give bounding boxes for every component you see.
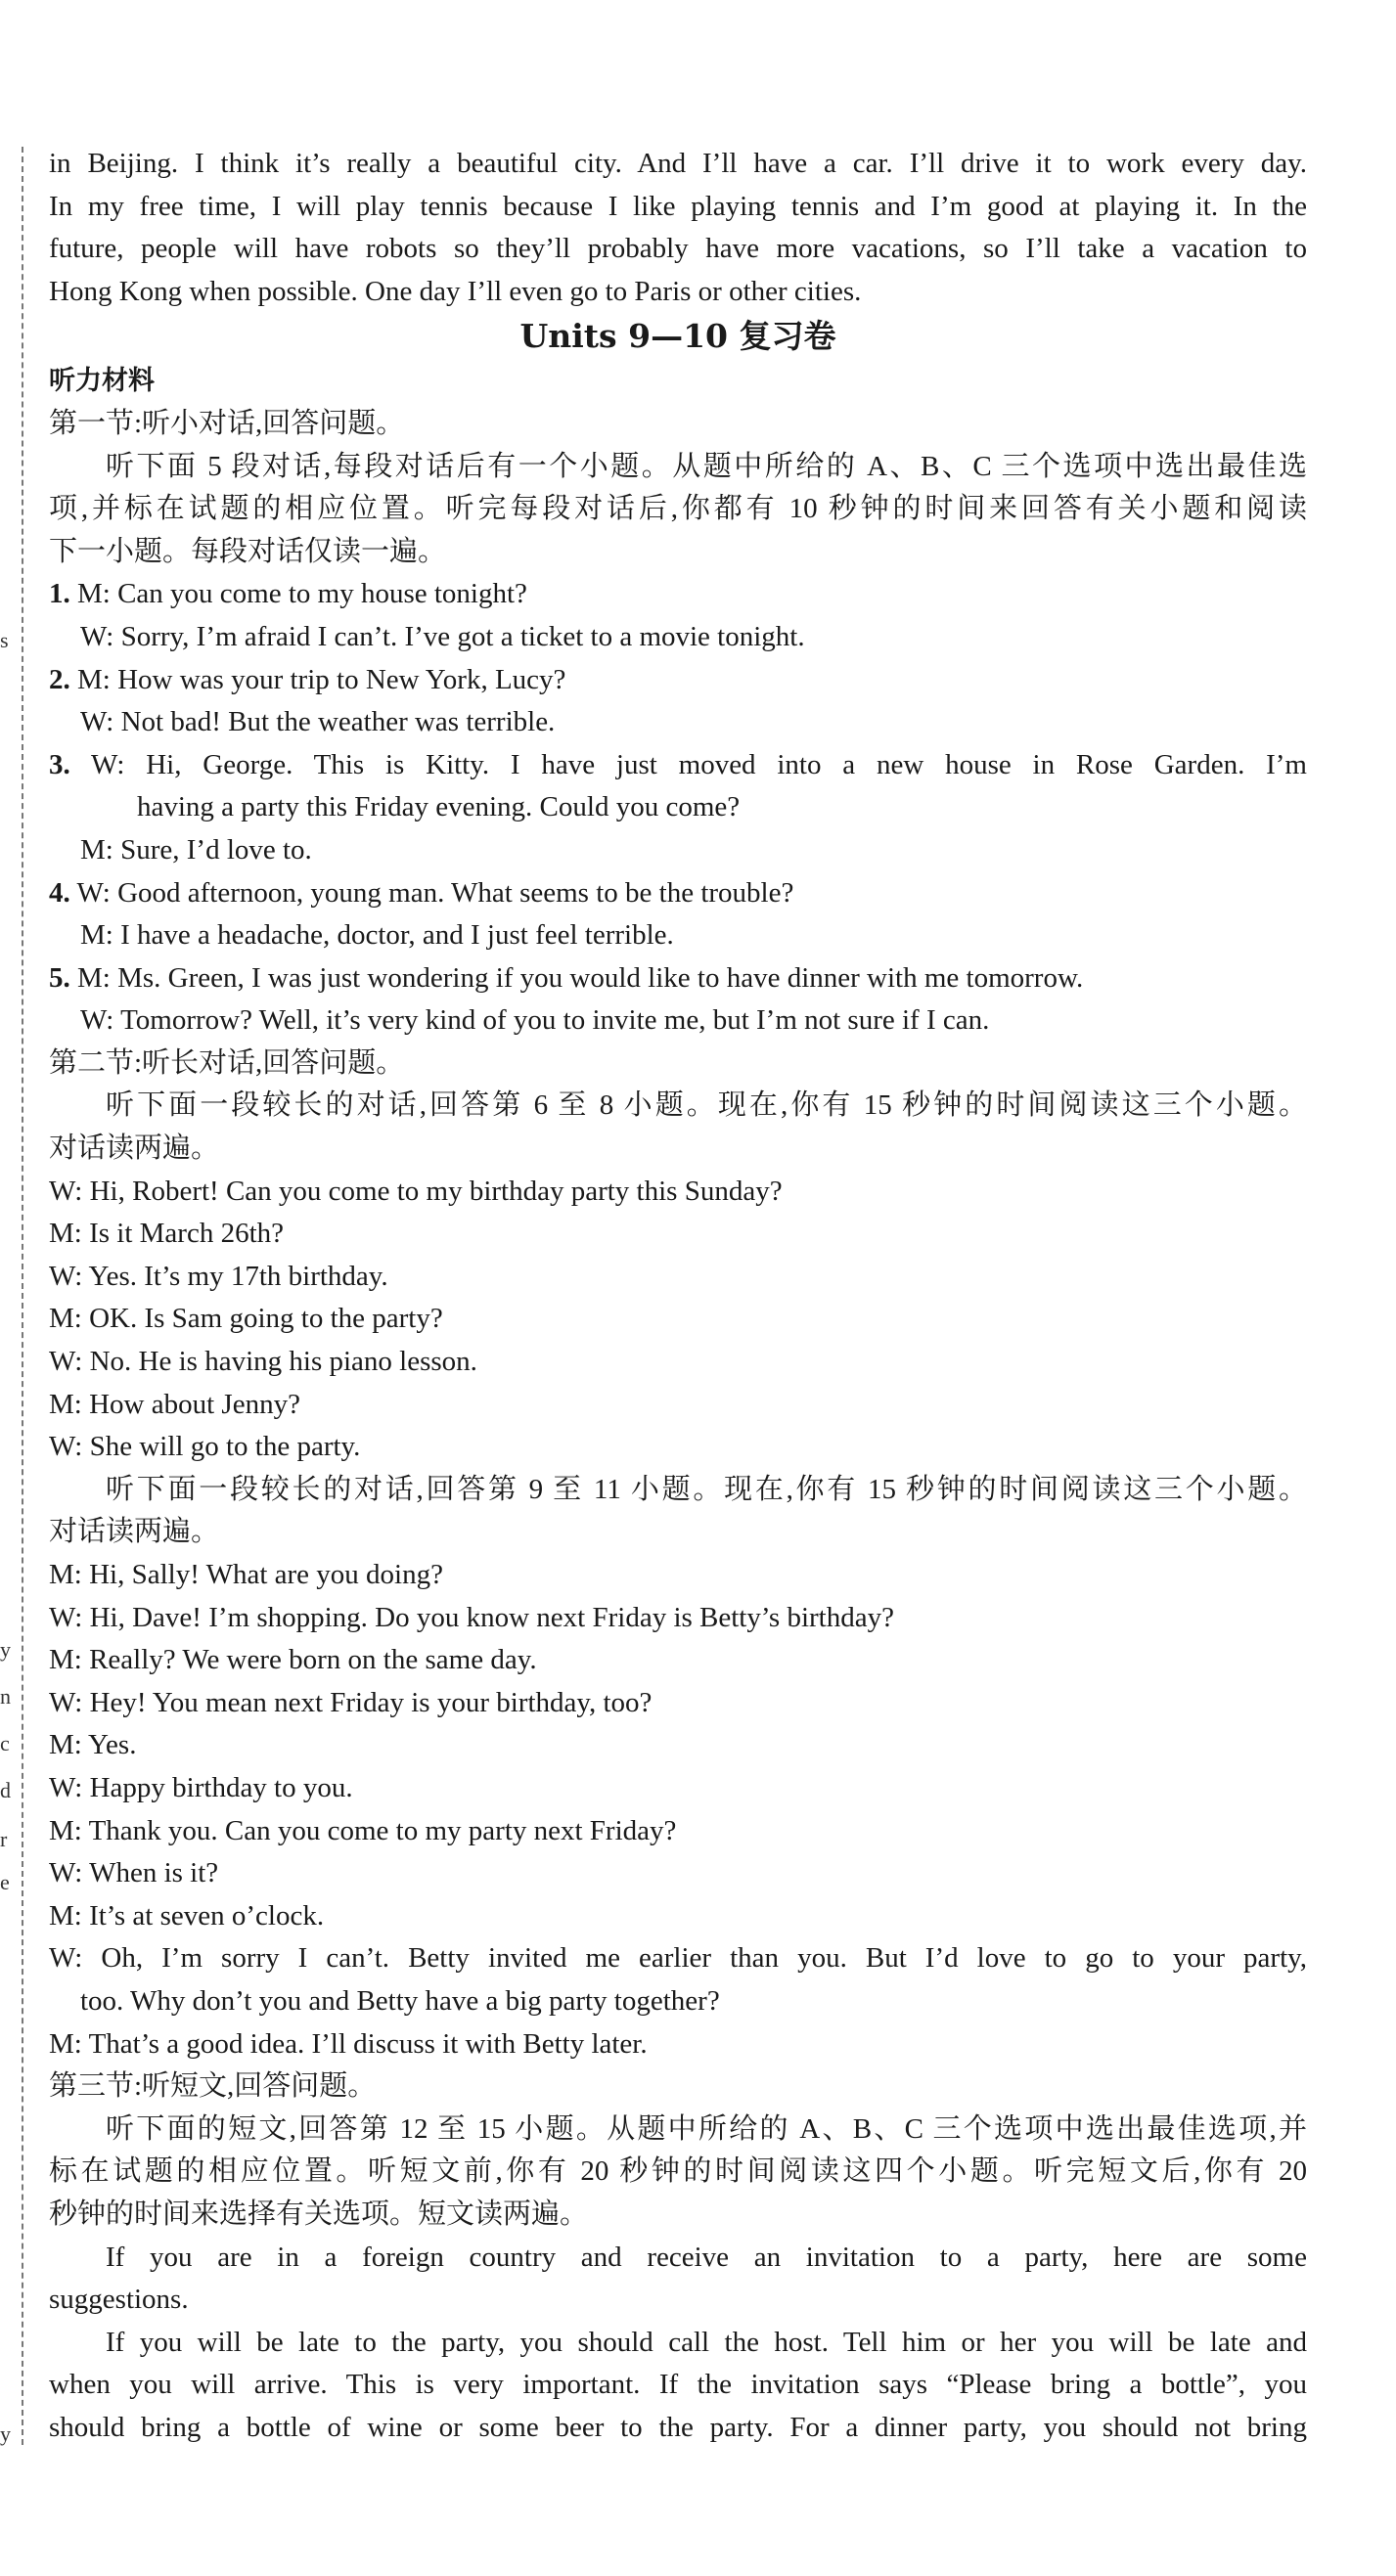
dialogue-2-line2: W: Not bad! But the weather was terrible. (80, 706, 556, 738)
part1-instruction: 下一小题。每段对话仅读一遍。 (49, 535, 447, 567)
part1-instruction: 听下面 5 段对话,每段对话后有一个小题。从题中所给的 A、B、C 三个选项中选出最佳选 (106, 450, 1307, 482)
dialogue-text: M: How was your trip to New York, Lucy? (77, 663, 566, 695)
dialogue-line: W: She will go to the party. (49, 1431, 361, 1463)
question-number: 2. (49, 663, 70, 695)
dialogue-1-line1 (49, 573, 1307, 616)
dialogue-line: W: Yes. It’s my 17th birthday. (49, 1260, 388, 1292)
margin-mark: y (0, 1637, 11, 1662)
dialogue-line: W: Hey! You mean next Friday is your birthday, too? (49, 1686, 653, 1718)
question-number: 3. (49, 748, 70, 780)
part1-heading: 第一节:听小对话,回答问题。 (49, 407, 405, 439)
part2-heading: 第二节:听长对话,回答问题。 (49, 1046, 405, 1079)
dialogue-line: W: Hi, Robert! Can you come to my birthday party this Sunday? (49, 1175, 783, 1207)
margin-mark: s (0, 628, 9, 652)
section-label: 听力材料 (49, 366, 155, 397)
dialogue-1-line2: W: Sorry, I’m afraid I can’t. I’ve got a ticket to a movie tonight. (80, 620, 805, 652)
dialogue-2-line1 (49, 659, 1307, 702)
part2-instruction: 对话读两遍。 (49, 1516, 220, 1548)
part2-instruction: 听下面一段较长的对话,回答第 6 至 8 小题。现在,你有 15 秒钟的时间阅读这三个小题。 (106, 1089, 1307, 1122)
passage-line: when you will arrive. This is very important. If the invitation says “Please bring a bottle”, you (49, 2369, 1307, 2401)
dialogue-line: M: Is it March 26th? (49, 1218, 285, 1250)
dialogue-line: M: Thank you. Can you come to my party next Friday? (49, 1814, 677, 1846)
part1-instruction: 项,并标在试题的相应位置。听完每段对话后,你都有 10 秒钟的时间来回答有关小题和阅读 (49, 493, 1307, 525)
question-number: 1. (49, 578, 70, 610)
part3-instruction: 秒钟的时间来选择有关选项。短文读两遍。 (49, 2198, 589, 2230)
dialogue-line: M: Yes. (49, 1729, 137, 1761)
dialogue-text: W: Good afternoon, young man. What seems to be the trouble? (76, 876, 794, 909)
dialogue-3-line1 (49, 744, 1307, 787)
part2-instruction: 听下面一段较长的对话,回答第 9 至 11 小题。现在,你有 15 秒钟的时间阅读这三个小题。 (106, 1473, 1307, 1505)
dialogue-line: W: No. He is having his piano lesson. (49, 1346, 477, 1378)
dialogue-3-line2: having a party this Friday evening. Could you come? (137, 791, 741, 823)
dialogue-line: W: Oh, I’m sorry I can’t. Betty invited me earlier than you. But I’d love to go to your party, (49, 1942, 1307, 1975)
part3-heading: 第三节:听短文,回答问题。 (49, 2070, 377, 2103)
passage-line: should bring a bottle of wine or some beer to the party. For a dinner party, you should not bring (49, 2411, 1307, 2443)
document-page (49, 143, 1307, 2449)
dialogue-line: M: Hi, Sally! What are you doing? (49, 1559, 443, 1590)
dialogue-line: M: It’s at seven o’clock. (49, 1899, 325, 1932)
binding-line (22, 147, 23, 2445)
intro-line: In my free time, I will play tennis because I like playing tennis and I’m good at playing it. In the (49, 190, 1307, 222)
unit-title: Units 9—10 复习卷 (519, 317, 836, 356)
dialogue-text: M: Ms. Green, I was just wondering if you would like to have dinner with me tomorrow. (77, 961, 1084, 994)
dialogue-text: W: Hi, George. This is Kitty. I have just moved into a new house in Rose Garden. I’m (91, 748, 1307, 780)
margin-mark: c (0, 1731, 10, 1755)
passage-line: If you are in a foreign country and receive an invitation to a party, here are some (106, 2241, 1307, 2273)
dialogue-line: M: OK. Is Sam going to the party? (49, 1303, 443, 1335)
dialogue-4-line2: M: I have a headache, doctor, and I just feel terrible. (80, 919, 674, 952)
dialogue-line: W: Happy birthday to you. (49, 1771, 353, 1803)
margin-mark: n (0, 1684, 11, 1709)
passage-line: If you will be late to the party, you should call the host. Tell him or her you will be late and (106, 2326, 1307, 2358)
margin-mark: e (0, 1870, 10, 1894)
question-number: 5. (49, 961, 70, 994)
intro-line: Hong Kong when possible. One day I’ll even go to Paris or other cities. (49, 275, 862, 307)
dialogue-text: M: Can you come to my house tonight? (77, 578, 527, 610)
dialogue-4-line1 (49, 872, 1307, 915)
margin-mark: d (0, 1778, 11, 1802)
margin-mark: y (0, 2421, 11, 2446)
question-number: 4. (49, 876, 70, 909)
part2-instruction: 对话读两遍。 (49, 1133, 220, 1165)
dialogue-line: M: Really? We were born on the same day. (49, 1644, 537, 1676)
dialogue-3-line3: M: Sure, I’d love to. (80, 833, 312, 866)
margin-mark: r (0, 1827, 8, 1851)
intro-line: future, people will have robots so they’ll probably have more vacations, so I’ll take a vacation to (49, 233, 1307, 265)
dialogue-5-line2: W: Tomorrow? Well, it’s very kind of you to invite me, but I’m not sure if I can. (80, 1004, 990, 1037)
dialogue-line: too. Why don’t you and Betty have a big party together? (80, 1984, 720, 2017)
dialogue-line: M: That’s a good idea. I’ll discuss it with Betty later. (49, 2027, 648, 2060)
passage-line: suggestions. (49, 2284, 189, 2316)
dialogue-line: M: How about Jenny? (49, 1388, 300, 1420)
dialogue-line: W: When is it? (49, 1857, 219, 1889)
dialogue-5-line1 (49, 957, 1307, 1000)
intro-line: in Beijing. I think it’s really a beautiful city. And I’ll have a car. I’ll drive it to work every day. (49, 148, 1307, 179)
part3-instruction: 标在试题的相应位置。听短文前,你有 20 秒钟的时间阅读这四个小题。听完短文后,你有 20 (49, 2155, 1307, 2188)
dialogue-line: W: Hi, Dave! I’m shopping. Do you know next Friday is Betty’s birthday? (49, 1601, 894, 1633)
part3-instruction: 听下面的短文,回答第 12 至 15 小题。从题中所给的 A、B、C 三个选项中选出最佳选项,并 (106, 2112, 1307, 2145)
